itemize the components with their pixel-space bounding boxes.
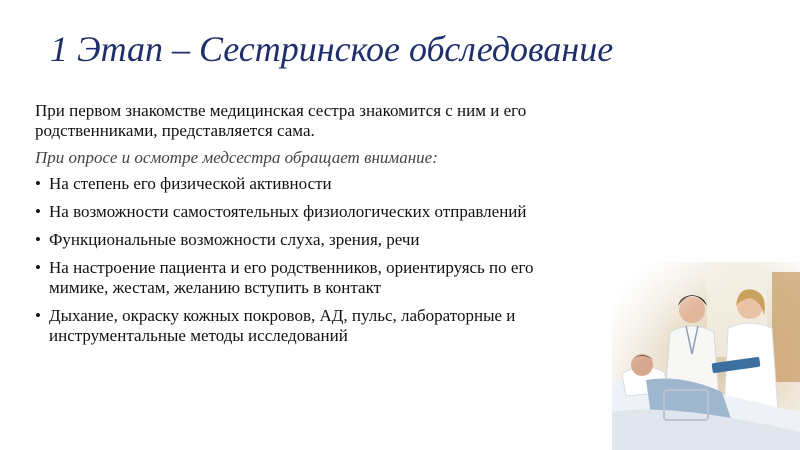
bullet-item	[35, 202, 595, 222]
bullet-item	[35, 306, 595, 346]
bullet-list	[35, 174, 595, 346]
slide-body	[35, 101, 595, 354]
intro-paragraph: При первом знакомстве медицинская сестра знакомится с ним и его родственниками, представляется сама.	[35, 101, 527, 140]
slide-title: 1 Этап – Сестринское обследование	[50, 29, 614, 69]
bullet-item	[35, 230, 595, 250]
bullet-text: На настроение пациента и его родственников, ориентируясь по его мимике, жестам, желанию вступить в контакт	[49, 258, 534, 297]
bullet-icon: •	[35, 202, 41, 221]
bullet-icon: •	[35, 258, 41, 277]
bullet-text: На степень его физической активности	[49, 174, 332, 193]
focus-line: При опросе и осмотре медсестра обращает внимание:	[35, 148, 438, 167]
bullet-icon: •	[35, 230, 41, 249]
nurses-with-patient-photo	[612, 262, 800, 450]
bullet-text: Дыхание, окраску кожных покровов, АД, пульс, лабораторные и инструментальные методы исследований	[49, 306, 516, 345]
bullet-icon: •	[35, 174, 41, 193]
bullet-icon: •	[35, 306, 41, 325]
bullet-text: Функциональные возможности слуха, зрения, речи	[49, 230, 420, 249]
bullet-text: На возможности самостоятельных физиологических отправлений	[49, 202, 527, 221]
bullet-item	[35, 258, 595, 298]
bullet-item	[35, 174, 595, 194]
